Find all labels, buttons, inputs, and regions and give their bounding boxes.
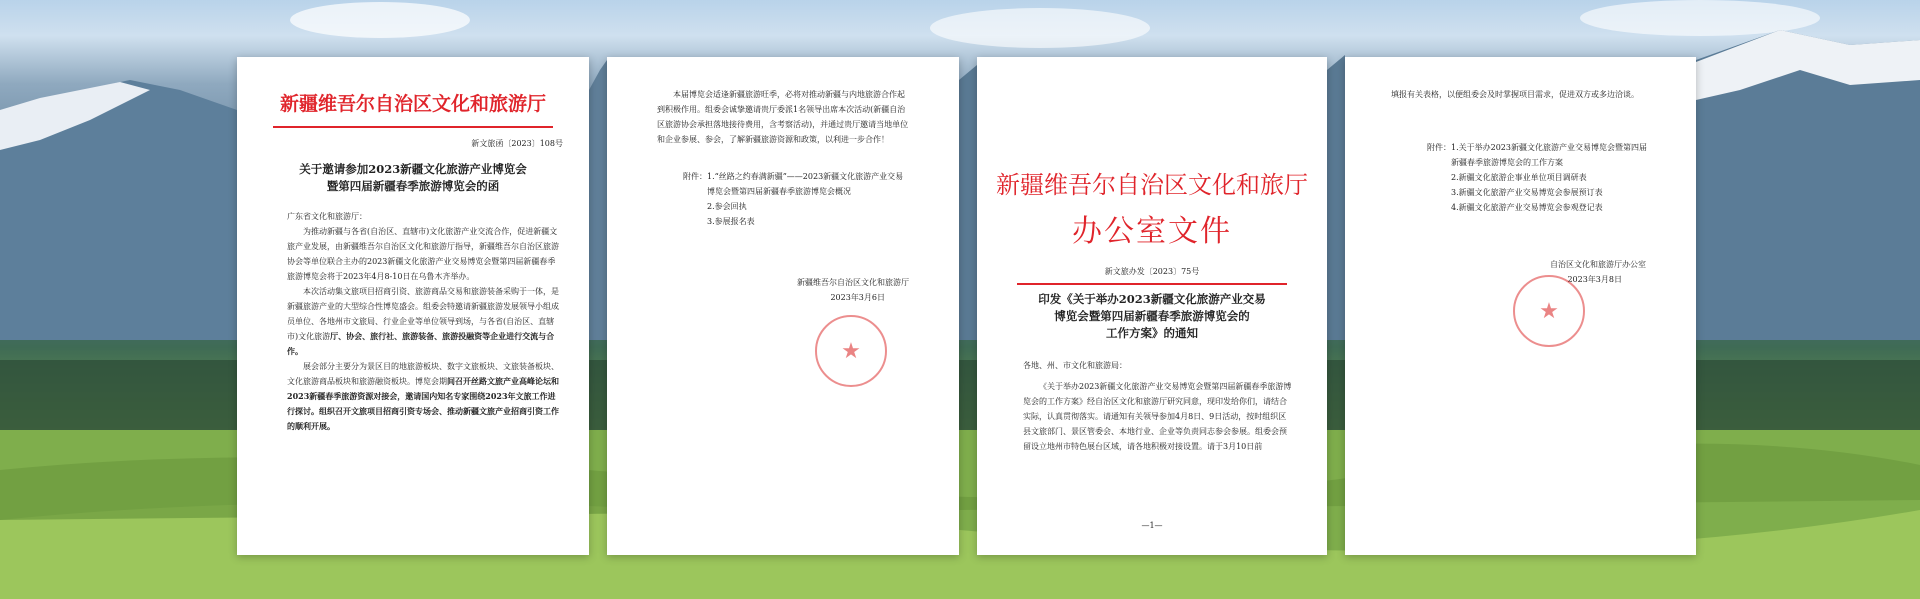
- document-title-line1: 关于邀请参加2023新疆文化旅游产业博览会: [299, 162, 527, 176]
- document-page-4: [1345, 57, 1696, 555]
- document-title-line3: 工作方案》的通知: [1106, 326, 1198, 340]
- org-header-title: 新疆维吾尔自治区文化和旅厅: [996, 171, 1308, 199]
- attachment-item-3: 3.新疆文化旅游产业交易博览会参展预订表: [1451, 188, 1603, 197]
- signature-date: 2023年3月8日: [1567, 275, 1622, 284]
- org-header-title: 新疆维吾尔自治区文化和旅游厅: [279, 93, 546, 115]
- body-paragraph-1: 本届博览会适逢新疆旅游旺季，必将对推动新疆与内地旅游合作起到积极作用。组委会诚挚邀请贵厅委派1名领导出席本次活动(新疆自治区旅游协会承担落地接待费用，含考察活动)，并通过贵厅邀请当地单位和企业参展、参会，了解新疆旅游资源和政策，以利进一步合作！: [657, 90, 909, 144]
- office-document-title: 办公室文件: [1072, 214, 1232, 249]
- attachment-label: 附件：: [683, 172, 707, 181]
- document-title-line2: 博览会暨第四届新疆春季旅游博览会的: [1054, 309, 1250, 323]
- attachment-item-2: 2.参会回执: [707, 202, 747, 211]
- page-number: —1—: [1141, 521, 1163, 530]
- attachment-item-4: 4.新疆文化旅游产业交易博览会参观登记表: [1451, 203, 1603, 212]
- document-page-3: [977, 57, 1327, 555]
- document-number: 新文旅函〔2023〕108号: [471, 139, 563, 148]
- signature-org: 新疆维吾尔自治区文化和旅游厅: [797, 278, 909, 287]
- salutation: 各地、州、市文化和旅游局：: [1023, 361, 1127, 370]
- body-paragraph-2: 本次活动集文旅项目招商引资、旅游商品交易和旅游装备采购于一体，是新疆旅游产业的大型综合性博览盛会。组委会特邀请新疆旅游发展领导小组成员单位、各地州市文旅局、行业企业等单位领导到场，与各省(自治区、直辖市)文化旅游厅、协会、旅行社、旅游装备、旅游投融资等企业进行交流与合作。: [287, 287, 559, 356]
- document-page-1: [237, 57, 589, 555]
- salutation: 广东省文化和旅游厅：: [287, 212, 367, 221]
- official-seal-stamp: ★: [1513, 275, 1585, 347]
- document-number: 新文旅办发〔2023〕75号: [1104, 267, 1200, 276]
- attachment-item-1: 1.关于举办2023新疆文化旅游产业交易博览会暨第四届新疆春季旅游博览会的工作方案: [1451, 143, 1647, 167]
- signature-date: 2023年3月6日: [830, 293, 885, 302]
- signature-org: 自治区文化和旅游厅办公室: [1550, 260, 1646, 269]
- attachment-item-2: 2.新疆文化旅游企事业单位项目调研表: [1451, 173, 1587, 182]
- red-divider: [273, 126, 553, 128]
- official-seal-stamp: ★: [815, 315, 887, 387]
- document-page-2: [607, 57, 959, 555]
- body-paragraph-3: 展会部分主要分为景区目的地旅游板块、数字文旅板块、文旅装备板块、文化旅游商品板块和旅游融资板块。博览会期间召开丝路文旅产业高峰论坛和2023新疆春季旅游资源对接会，邀请国内知名专家围绕2023年文旅工作进行探讨。组织召开文旅项目招商引资专场会、推动新疆文旅产业招商引资工作的顺利开展。: [287, 362, 559, 431]
- attachment-item-3: 3.参展报名表: [707, 217, 755, 226]
- attachment-label: 附件：: [1427, 143, 1451, 152]
- document-title-line2: 暨第四届新疆春季旅游博览会的函: [326, 179, 500, 193]
- red-divider: [1017, 283, 1287, 285]
- document-title-line1: 印发《关于举办2023新疆文化旅游产业交易: [1038, 292, 1266, 306]
- body-paragraph-1: 《关于举办2023新疆文化旅游产业交易博览会暨第四届新疆春季旅游博览会的工作方案》经自治区文化和旅游厅研究同意，现印发给你们，请结合实际，认真贯彻落实。请通知有关领导参加4月8日、9日活动，按时组织区县文旅部门、景区管委会、本地行业、企业等负责同志参会参展。组委会预留设立地州市特色展台区域，请各地积极对接设置。请于3月10日前: [1023, 382, 1292, 451]
- attachment-item-1: 1.“丝路之约春满新疆”——2023新疆文化旅游产业交易博览会暨第四届新疆春季旅游博览会概况: [707, 172, 904, 196]
- body-paragraph-1: 填报有关表格，以便组委会及时掌握项目需求，促进双方或多边洽谈。: [1391, 90, 1639, 99]
- body-paragraph-1: 为推动新疆与各省(自治区、直辖市)文化旅游产业交流合作，促进新疆文旅产业发展，由新疆维吾尔自治区文化和旅游厅指导，新疆维吾尔自治区旅游协会等单位联合主办的2023新疆文化旅游产业交易博览会暨第四届新疆春季旅游博览会将于2023年4月8-10日在乌鲁木齐举办。: [287, 227, 559, 281]
